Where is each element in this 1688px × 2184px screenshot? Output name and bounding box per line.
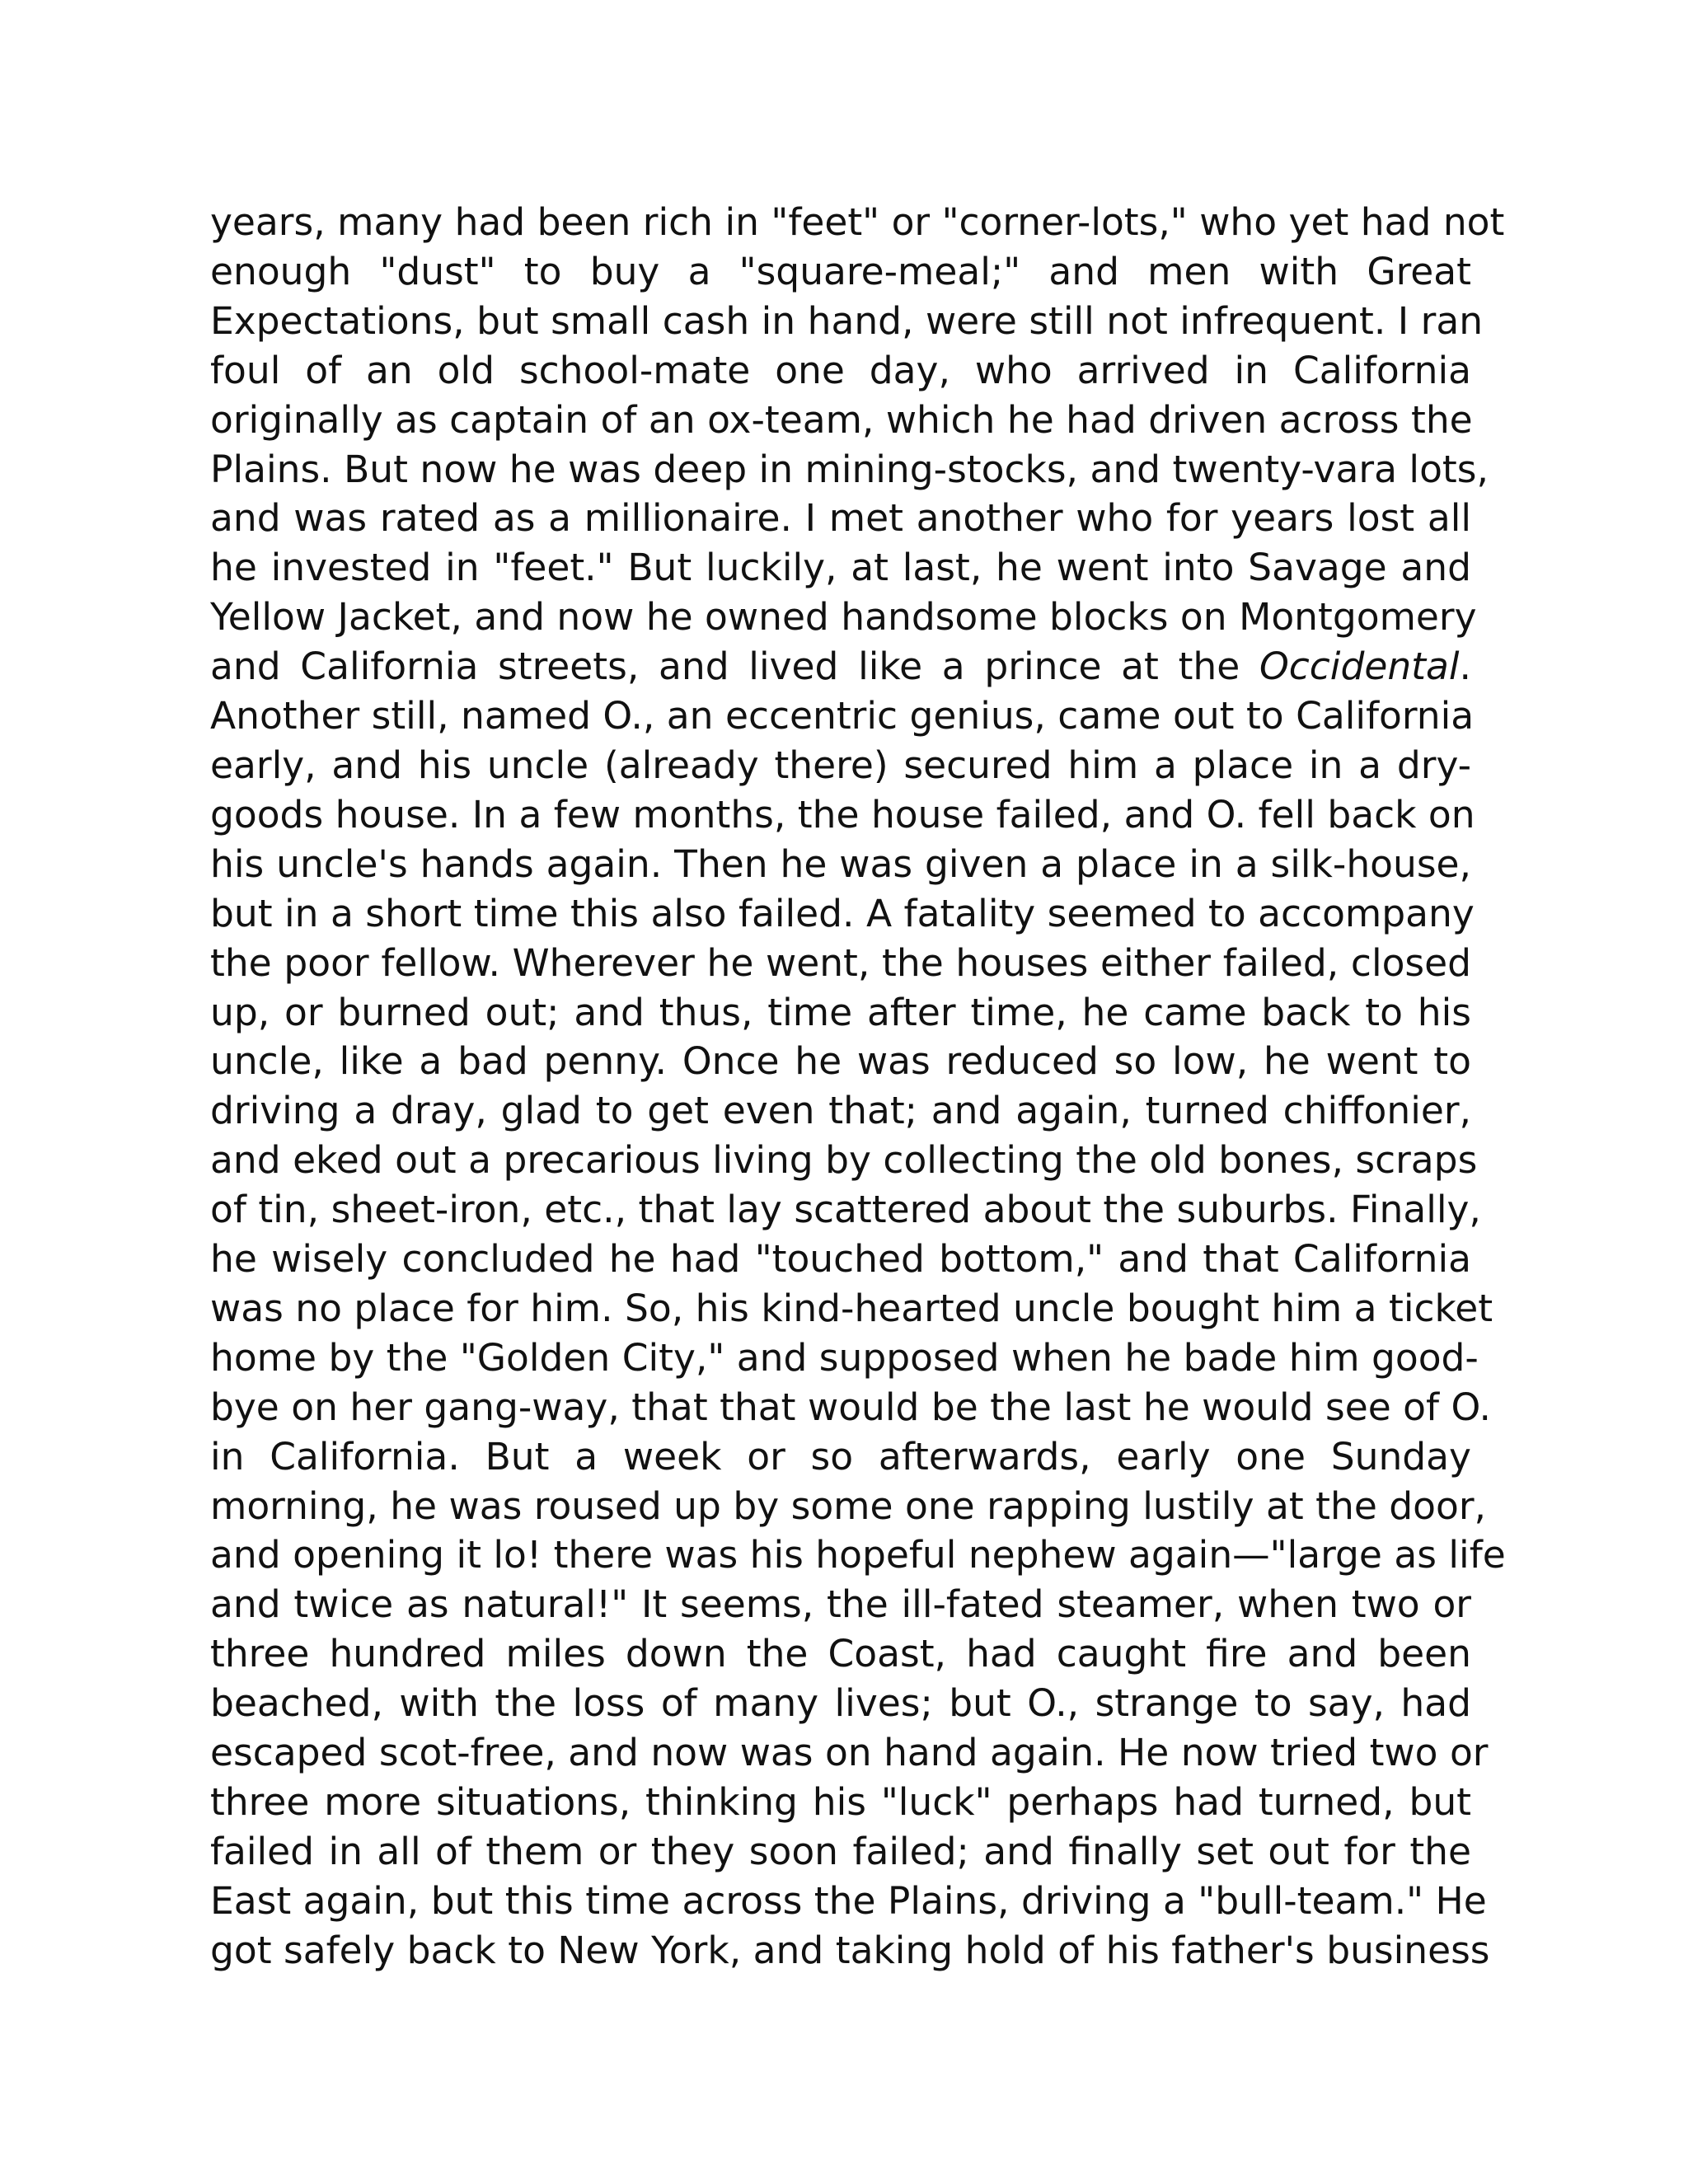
text-line: and eked out a precarious living by collecting the old bones, scraps: [210, 1138, 1478, 1183]
text-line: Plains. But now he was deep in mining-stocks, and twenty-vara lots,: [210, 447, 1489, 491]
text-line: and twice as natural!" It seems, the ill-fated steamer, when two or: [210, 1582, 1471, 1627]
text-line: morning, he was roused up by some one rapping lustily at the door,: [210, 1483, 1486, 1528]
text-line: driving a dray, glad to get even that; and again, turned chiffonier,: [210, 1089, 1471, 1133]
text-line: three hundred miles down the Coast, had caught fire and been: [210, 1632, 1471, 1676]
text-line: years, many had been rich in "feet" or "corner-lots," who yet had not: [210, 200, 1505, 244]
text-segment: and California streets, and lived like a prince at the: [210, 644, 1259, 689]
text-line: was no place for him. So, his kind-hearted uncle bought him a ticket: [210, 1286, 1493, 1330]
text-line: beached, with the loss of many lives; but O., strange to say, had: [210, 1681, 1471, 1726]
body-paragraph: [210, 198, 1506, 1975]
text-line: his uncle's hands again. Then he was given a place in a silk-house,: [210, 841, 1471, 886]
text-line: three more situations, thinking his "luck" perhaps had turned, but: [210, 1780, 1471, 1824]
text-line: East again, but this time across the Plains, driving a "bull-team." He: [210, 1878, 1487, 1923]
text-line: Yellow Jacket, and now he owned handsome blocks on Montgomery: [210, 595, 1477, 640]
text-line: foul of an old school-mate one day, who arrived in California: [210, 348, 1471, 392]
text-line: he wisely concluded he had "touched bottom," and that California: [210, 1237, 1471, 1282]
text-line: uncle, like a bad penny. Once he was reduced so low, he went to: [210, 1039, 1471, 1084]
text-line: originally as captain of an ox-team, which he had driven across the: [210, 397, 1473, 442]
text-line: got safely back to New York, and taking hold of his father's business: [210, 1928, 1490, 1972]
text-line: in California. But a week or so afterwards, early one Sunday: [210, 1434, 1471, 1479]
text-line: the poor fellow. Wherever he went, the houses either failed, closed: [210, 940, 1471, 985]
text-line: he invested in "feet." But luckily, at last, he went into Savage and: [210, 546, 1471, 590]
text-line: up, or burned out; and thus, time after time, he came back to his: [210, 990, 1471, 1034]
text-line: failed in all of them or they soon failed; and finally set out for the: [210, 1829, 1471, 1873]
text-line: and opening it lo! there was his hopeful nephew again—"large as life: [210, 1533, 1506, 1577]
text-segment: .: [1459, 644, 1471, 689]
text-line: early, and his uncle (already there) secured him a place in a dry-: [210, 743, 1471, 787]
text-line: bye on her gang-way, that that would be the last he would see of O.: [210, 1385, 1491, 1429]
italic-hotel-name: Occidental: [1259, 644, 1460, 689]
text-line: but in a short time this also failed. A fatality seemed to accompany: [210, 891, 1475, 935]
text-line-with-italic: [210, 642, 1471, 691]
text-line: Another still, named O., an eccentric genius, came out to California: [210, 694, 1475, 738]
text-line: of tin, sheet-iron, etc., that lay scattered about the suburbs. Finally,: [210, 1188, 1481, 1232]
text-line: escaped scot-free, and now was on hand again. He now tried two or: [210, 1731, 1489, 1775]
text-line: enough "dust" to buy a "square-meal;" and men with Great: [210, 249, 1471, 293]
text-line: Expectations, but small cash in hand, were still not infrequent. I ran: [210, 298, 1484, 343]
text-line: goods house. In a few months, the house failed, and O. fell back on: [210, 792, 1475, 837]
text-line: and was rated as a millionaire. I met another who for years lost all: [210, 496, 1471, 541]
text-line: home by the "Golden City," and supposed when he bade him good-: [210, 1335, 1479, 1380]
